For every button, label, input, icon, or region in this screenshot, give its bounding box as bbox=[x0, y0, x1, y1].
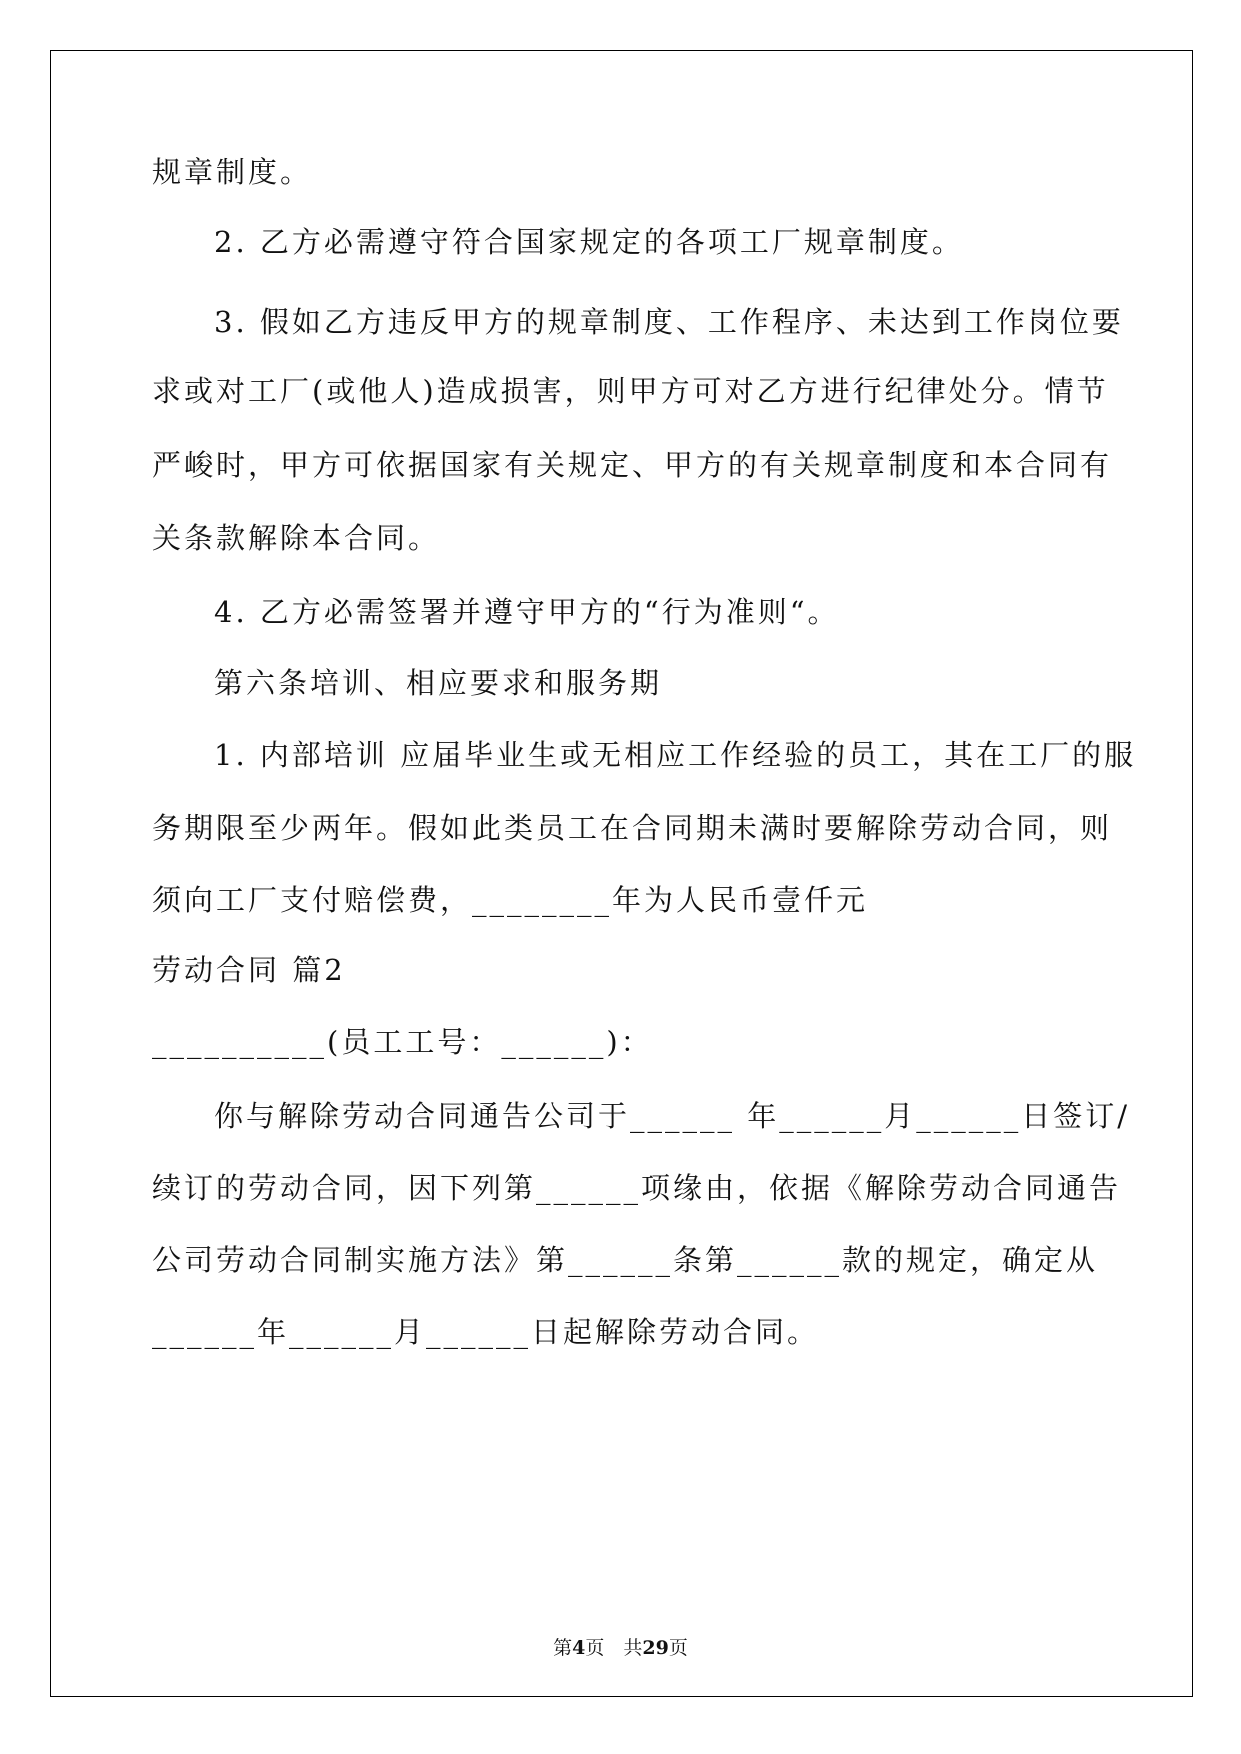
text-line: 务期限至少两年。假如此类员工在合同期未满时要解除劳动合同，则 bbox=[152, 811, 1113, 845]
text-line: 续订的劳动合同，因下列第______项缘由，依据《解除劳动合同通告 bbox=[152, 1171, 1122, 1205]
text-line: __________(员工工号：______)： bbox=[152, 1025, 653, 1059]
text-line: 求或对工厂(或他人)造成损害，则甲方可对乙方进行纪律处分。情节 bbox=[152, 374, 1109, 408]
text-line: 1. 内部培训 应届毕业生或无相应工作经验的员工，其在工厂的服 bbox=[214, 738, 1137, 772]
text-line: 你与解除劳动合同通告公司于______ 年______月______日签订/ bbox=[214, 1099, 1130, 1133]
text-line: 3. 假如乙方违反甲方的规章制度、工作程序、未达到工作岗位要 bbox=[214, 305, 1124, 339]
section-heading: 劳动合同 篇2 bbox=[152, 953, 346, 987]
footer-prefix: 第 bbox=[553, 1637, 573, 1659]
text-line: 公司劳动合同制实施方法》第______条第______款的规定，确定从 bbox=[152, 1243, 1099, 1277]
footer-mid: 页 共 bbox=[585, 1637, 643, 1659]
page-border bbox=[50, 50, 1193, 1697]
total-pages-number: 29 bbox=[642, 1637, 669, 1659]
text-line: ______年______月______日起解除劳动合同。 bbox=[152, 1315, 820, 1349]
footer-suffix: 页 bbox=[668, 1637, 688, 1659]
text-line: 严峻时，甲方可依据国家有关规定、甲方的有关规章制度和本合同有 bbox=[152, 448, 1113, 482]
current-page-number: 4 bbox=[572, 1637, 586, 1659]
text-line: 4. 乙方必需签署并遵守甲方的“行为准则“。 bbox=[214, 595, 840, 629]
text-line: 第六条培训、相应要求和服务期 bbox=[214, 666, 663, 700]
text-line: 须向工厂支付赔偿费，________年为人民币壹仟元 bbox=[152, 883, 869, 917]
text-line: 关条款解除本合同。 bbox=[152, 521, 441, 555]
text-line: 规章制度。 bbox=[152, 155, 313, 189]
text-line: 2. 乙方必需遵守符合国家规定的各项工厂规章制度。 bbox=[214, 225, 964, 259]
page-footer bbox=[0, 1635, 1241, 1661]
